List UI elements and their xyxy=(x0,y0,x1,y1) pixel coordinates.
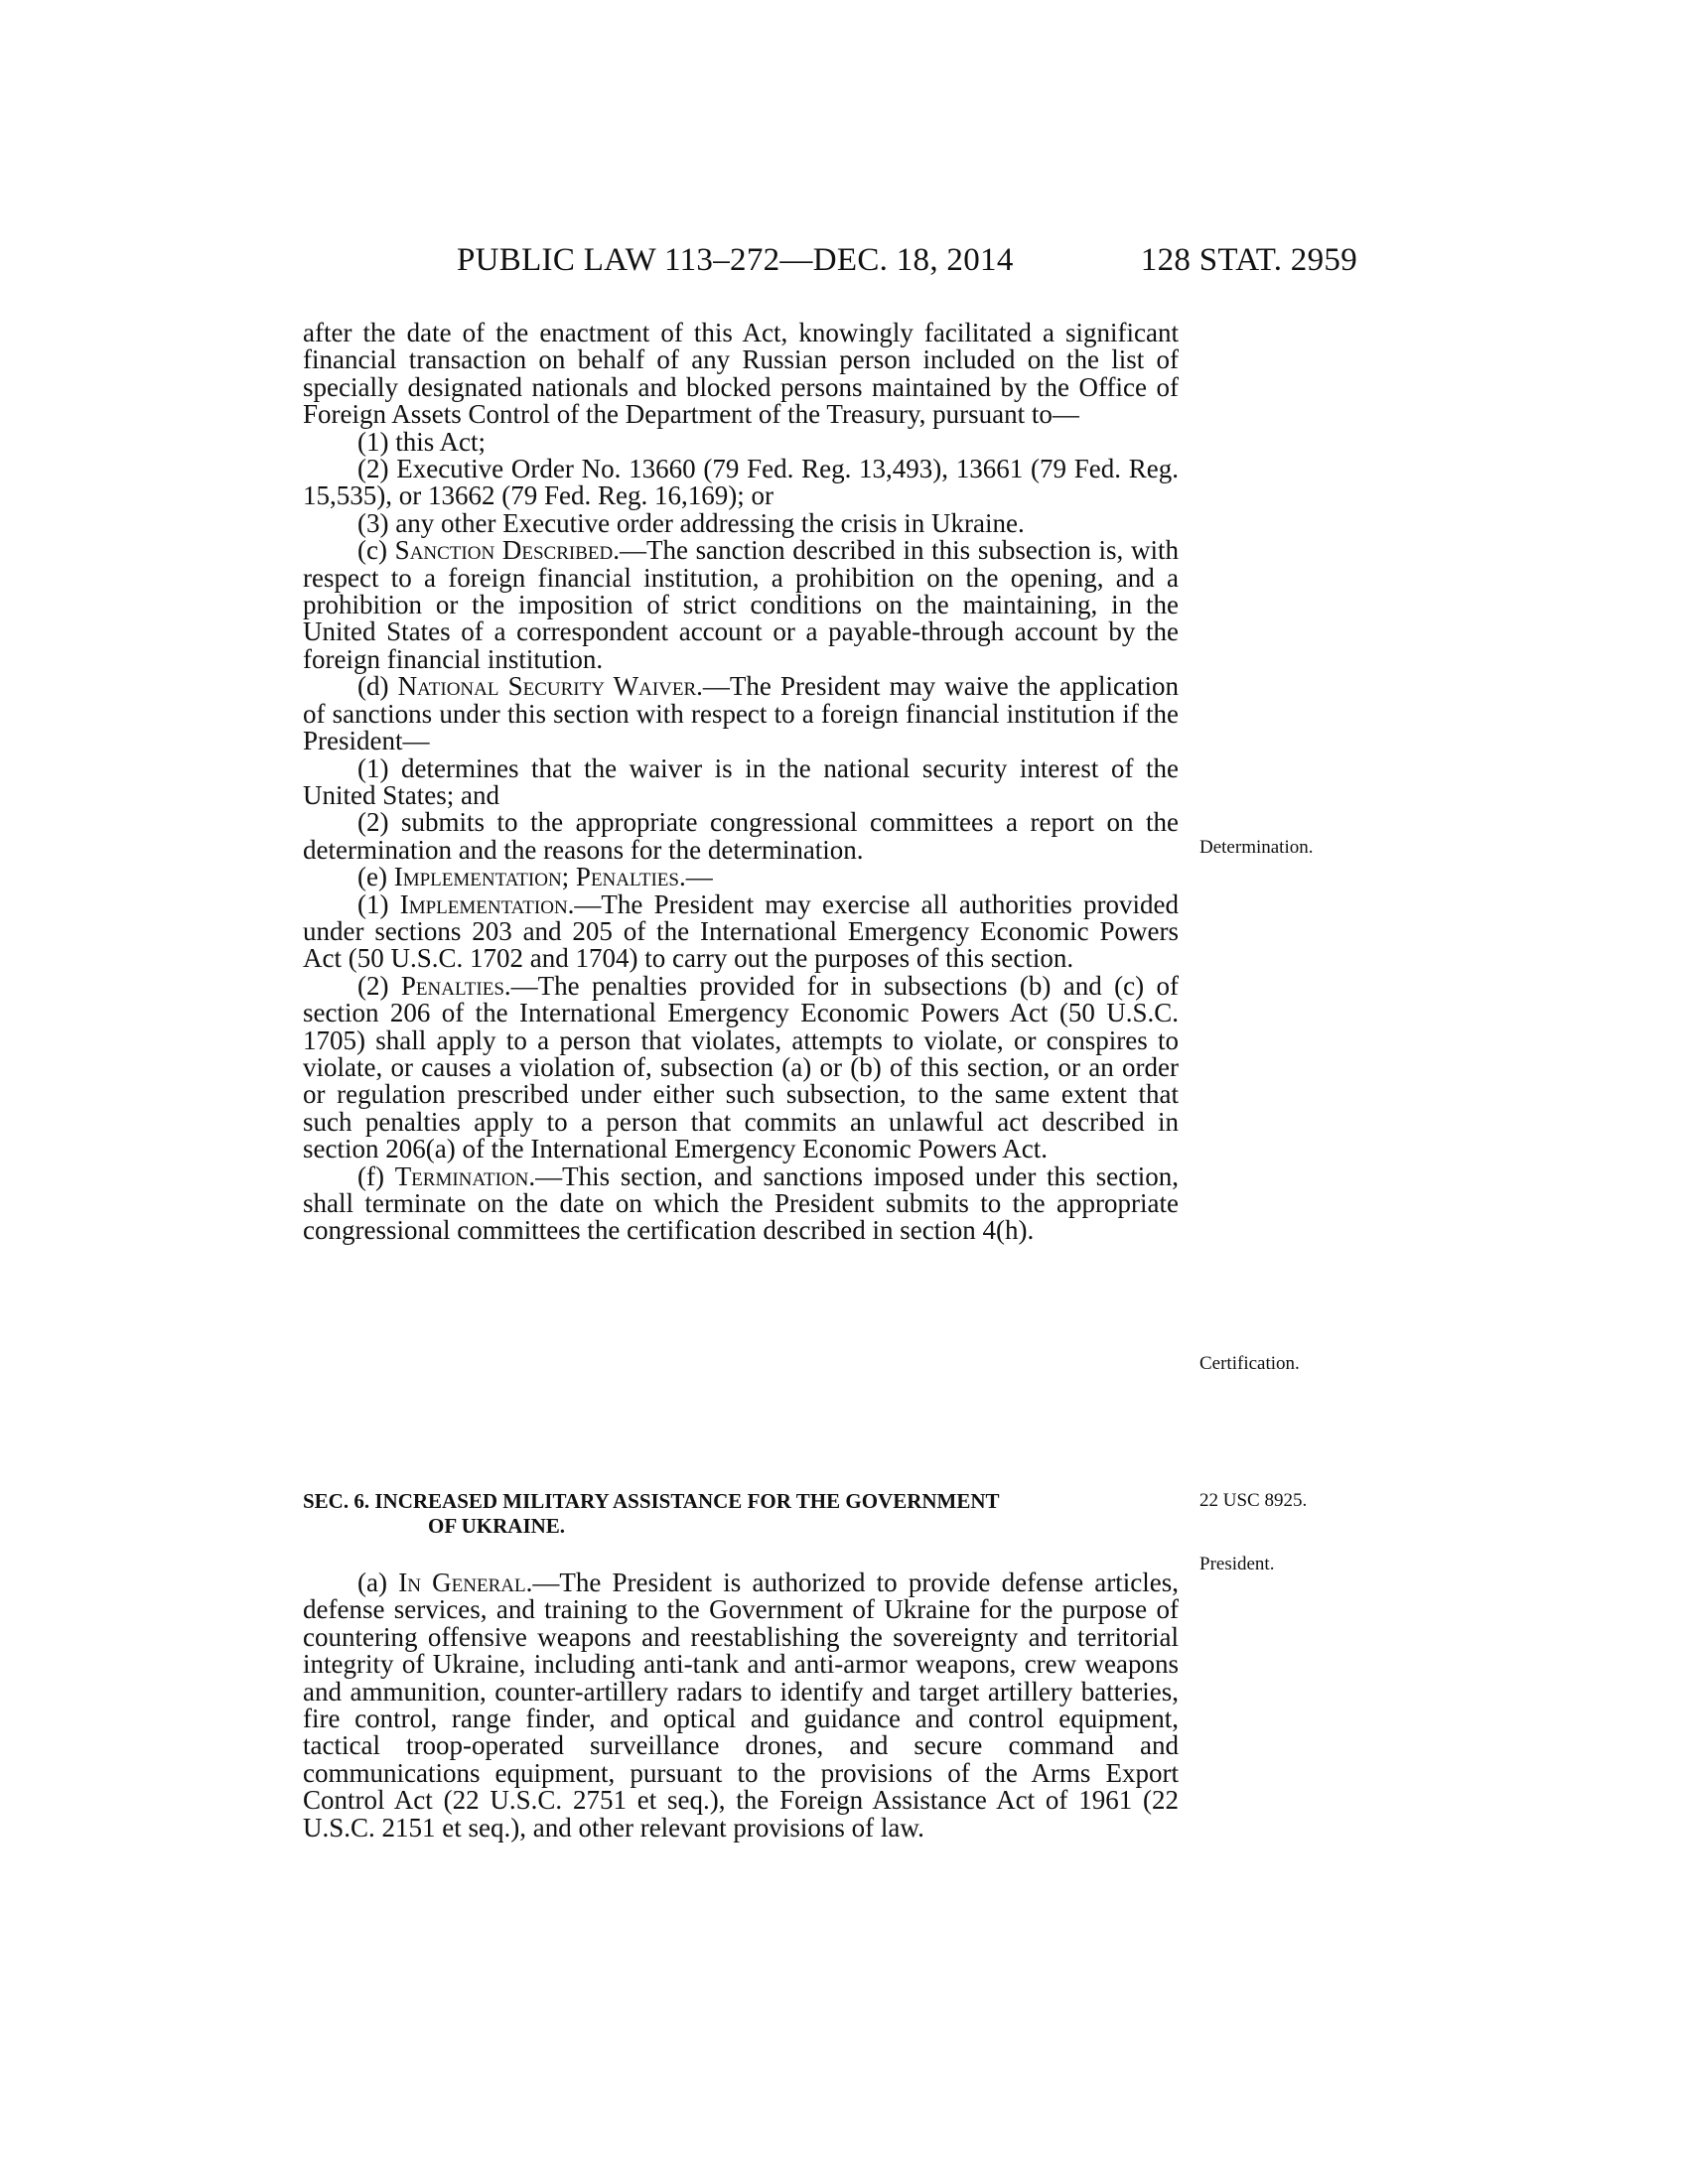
paragraph: (2) submits to the appropriate congressional committees a report on the determination and the reasons for the determination. xyxy=(303,807,1179,865)
margin-note-usc: 22 USC 8925. xyxy=(1199,1490,1308,1511)
paragraph-implementation: (1) Implementation.—The President may exercise all authorities provided under sections 203 and 205 of the International Emergency Economic Powers Act (50 U.S.C. 1702 and 1704) to carry out the purposes of this section. xyxy=(303,888,1179,974)
margin-note-determination: Determination. xyxy=(1199,837,1314,858)
section-heading xyxy=(303,1489,1179,1539)
body-text-upper xyxy=(303,320,1179,1245)
paragraph: after the date of the enactment of this Act, knowingly facilitated a significant financial transaction on behalf of any Russian person included on the list of specially designated nationals and blocked persons maintained by the Office of Foreign Assets Control of the Department of the Treasury, pursuant to— xyxy=(303,318,1179,430)
section-heading-line-1: SEC. 6. INCREASED MILITARY ASSISTANCE FOR THE GOVERNMENT xyxy=(303,1489,1000,1513)
section-heading-line-2: OF UKRAINE. xyxy=(428,1514,566,1538)
heading-in-general: In General.— xyxy=(398,1568,560,1597)
heading-sanction-described: Sanction Described.— xyxy=(394,535,646,566)
heading-implementation-penalties: Implementation; Penalties.— xyxy=(393,862,713,892)
paragraph-penalties: (2) Penalties.—The penalties provided for in subsections (b) and (c) of section 206 of the International Emergency Economic Powers Act (50 U.S.C. 1705) shall apply to a person that violates, attempts to violate, or conspires to violate, or causes a violation of, subsection (a) or (b) of this section, or an order or regulation prescribed under either such subsection, to the same extent that such penalties apply to a person that commits an unlawful act described in section 206(a) of the International Emergency Economic Powers Act. xyxy=(303,970,1179,1164)
heading-implementation: Implementation.— xyxy=(399,888,602,919)
margin-note-certification: Certification. xyxy=(1199,1353,1300,1374)
running-header-page-ref: 128 STAT. 2959 xyxy=(1140,242,1357,278)
paragraph: (1) determines that the waiver is in the national security interest of the United States; and xyxy=(303,752,1179,810)
paragraph-subsection-d: (d) National Security Waiver.—The President may waive the application of sanctions under this section with respect to a foreign financial institution if the President— xyxy=(303,671,1180,756)
paragraph-in-general: (a) In General.—The President is authorized to provide defense articles, defense services, and training to the Government of Ukraine for the purpose of countering offensive weapons and reestablishing the sovereignty and territorial integrity of Ukraine, including anti-tank and anti-armor weapons, crew weapons and ammunition, counter-artillery radars to identify and target artillery batteries, fire control, range finder, and optical and guidance and control equipment, tactical troop-operated surveillance drones, and secure command and communications equipment, pursuant to the provisions of the Arms Export Control Act (22 U.S.C. 2751 et seq.), the Foreign Assistance Act of 1961 (22 U.S.C. 2151 et seq.), and other relevant provisions of law. xyxy=(303,1568,1179,1843)
paragraph: (2) Executive Order No. 13660 (79 Fed. Reg. 13,493), 13661 (79 Fed. Reg. 15,535), or 13662 (79 Fed. Reg. 16,169); or xyxy=(303,454,1179,511)
heading-termination: Termination.— xyxy=(394,1160,563,1191)
paragraph-subsection-c: (c) Sanction Described.—The sanction described in this subsection is, with respect to a foreign financial institution, a prohibition on the opening, and a prohibition or the imposition of strict conditions on the maintaining, in the United States of a correspondent account or a payable-through account by the foreign financial institution. xyxy=(303,535,1179,674)
paragraph-subsection-e: (e) Implementation; Penalties.— xyxy=(357,862,713,892)
body-text-lower xyxy=(303,1570,1179,1842)
running-header-title: PUBLIC LAW 113–272—DEC. 18, 2014 xyxy=(457,242,1014,278)
paragraph-subsection-f: (f) Termination.—This section, and sanctions imposed under this section, shall terminate on the date on which the President submits to the appropriate congressional committees the certification described in section 4(h). xyxy=(303,1160,1179,1246)
heading-penalties: Penalties.— xyxy=(400,970,538,1001)
heading-national-security-waiver: National Security Waiver.— xyxy=(397,671,730,702)
paragraph: (3) any other Executive order addressing the crisis in Ukraine. xyxy=(357,507,1025,538)
paragraph: (1) this Act; xyxy=(357,426,486,457)
margin-note-president: President. xyxy=(1199,1554,1275,1574)
